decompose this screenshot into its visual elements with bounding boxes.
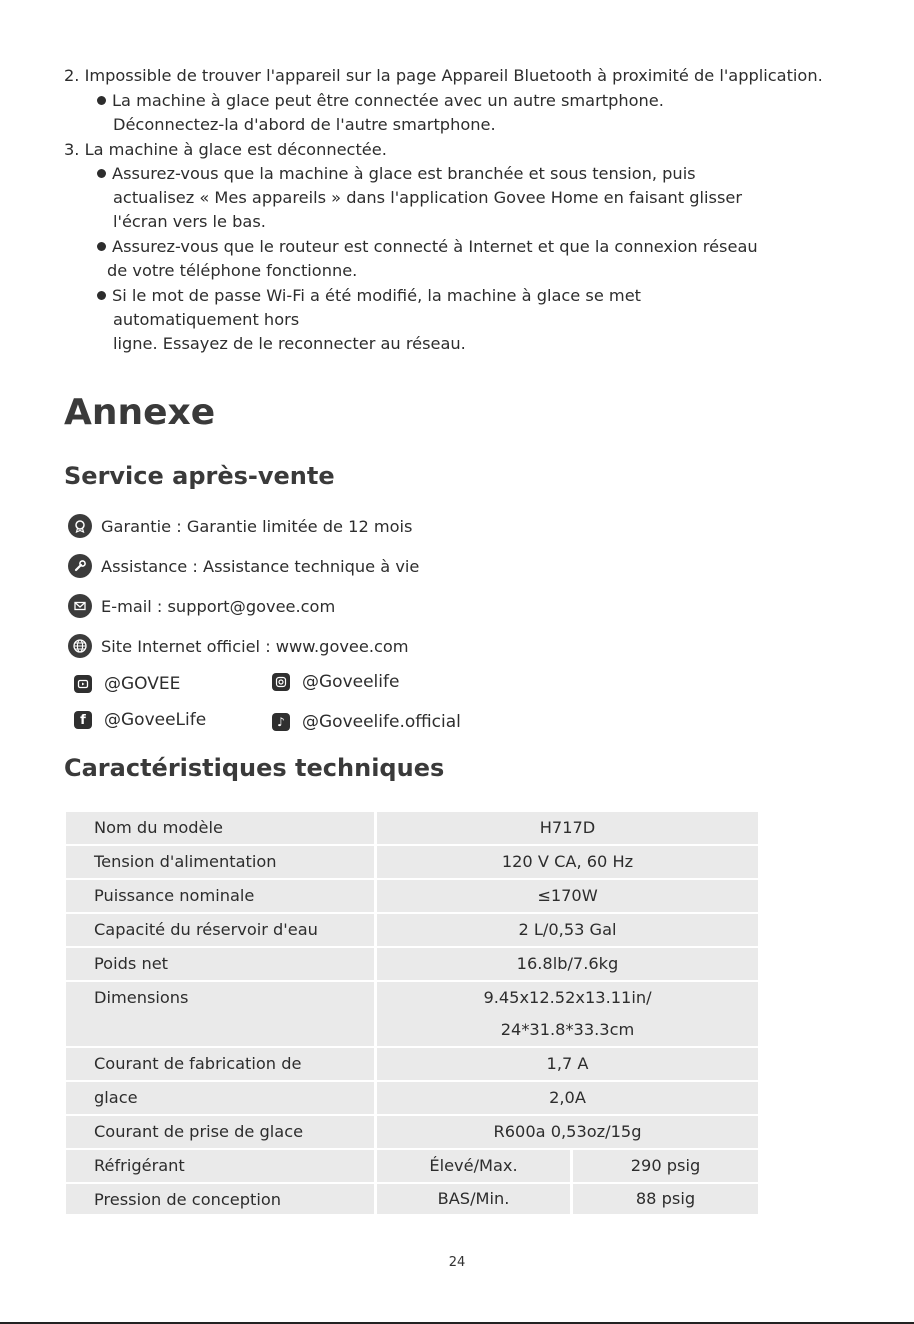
- item2-bullet1-line1: La machine à glace peut être connectée avec un autre smartphone.: [112, 91, 664, 110]
- service-email-text[interactable]: E-mail : support@govee.com: [101, 596, 336, 616]
- spec-label-pressure: Pression de conception: [66, 1184, 374, 1214]
- item3-bullet1-line2: actualisez « Mes appareils » dans l'application Govee Home en faisant glisser: [113, 188, 742, 207]
- bullet-dot: [97, 242, 106, 251]
- bullet-dot: [97, 291, 106, 300]
- facebook-handle: @GoveeLife: [104, 710, 207, 730]
- item3-bullet1: [97, 164, 696, 184]
- spec-value-voltage: 120 V CA, 60 Hz: [377, 846, 758, 878]
- youtube-handle: @GOVEE: [104, 674, 181, 694]
- page-number: 24: [448, 1255, 466, 1270]
- youtube-icon: [74, 675, 92, 693]
- mail-icon: [68, 594, 92, 618]
- spec-label-ice-harvest: Courant de prise de glace: [66, 1116, 374, 1148]
- service-assistance-text: Assistance : Assistance technique à vie: [101, 556, 420, 576]
- instagram-handle: @Goveelife: [302, 672, 400, 692]
- facebook-icon: f: [74, 711, 92, 729]
- bullet-dot: [97, 169, 106, 178]
- social-youtube[interactable]: [74, 672, 180, 696]
- item3-heading: 3. La machine à glace est déconnectée.: [64, 140, 387, 159]
- spec-label-weight: Poids net: [66, 948, 374, 980]
- item3-bullet1-line1: Assurez-vous que la machine à glace est branchée et sous tension, puis: [112, 164, 696, 183]
- item3-bullet3-line1: Si le mot de passe Wi-Fi a été modifié, la machine à glace se met: [112, 286, 642, 305]
- annex-title: Annexe: [64, 392, 216, 433]
- spec-pressure-low-value: 88 psig: [573, 1184, 758, 1214]
- spec-label-power: Puissance nominale: [66, 880, 374, 912]
- item3-bullet3-line3: ligne. Essayez de le reconnecter au réseau.: [113, 334, 466, 353]
- service-title: Service après-vente: [64, 462, 335, 490]
- spec-pressure-high-label: Élevé/Max.: [377, 1150, 570, 1182]
- spec-value-dimensions-in: 9.45x12.52x13.11in/: [483, 988, 652, 1007]
- spec-value-model: H717D: [377, 812, 758, 844]
- spec-value-dimensions-cm: 24*31.8*33.3cm: [500, 1020, 635, 1039]
- spec-label-model: Nom du modèle: [66, 812, 374, 844]
- spec-label-refrigerant: Réfrigérant: [66, 1150, 374, 1182]
- item3-bullet2: [97, 237, 758, 257]
- spec-value-dimensions: [377, 982, 758, 1046]
- service-website: [68, 634, 409, 658]
- bullet-dot: [97, 96, 106, 105]
- service-warranty-text: Garantie : Garantie limitée de 12 mois: [101, 516, 413, 536]
- spec-pressure-low-label: BAS/Min.: [377, 1184, 570, 1214]
- spec-label-dimensions: Dimensions: [66, 982, 374, 1046]
- spec-label-capacity: Capacité du réservoir d'eau: [66, 914, 374, 946]
- service-website-text[interactable]: Site Internet officiel : www.govee.com: [101, 636, 409, 656]
- item2-heading: 2. Impossible de trouver l'appareil sur la page Appareil Bluetooth à proximité de l'application.: [64, 66, 823, 85]
- spec-value-power: ≤170W: [377, 880, 758, 912]
- spec-label-ice-current-2: glace: [66, 1082, 374, 1114]
- spec-label-voltage: Tension d'alimentation: [66, 846, 374, 878]
- item3-bullet2-line2: de votre téléphone fonctionne.: [107, 261, 358, 280]
- social-facebook[interactable]: [74, 708, 206, 732]
- spec-value-weight: 16.8lb/7.6kg: [377, 948, 758, 980]
- item3-bullet1-line3: l'écran vers le bas.: [113, 212, 266, 231]
- specs-title: Caractéristiques techniques: [64, 754, 445, 782]
- warranty-icon: [68, 514, 92, 538]
- spec-pressure-high-value: 290 psig: [573, 1150, 758, 1182]
- item3-bullet3: [97, 286, 641, 306]
- spec-value-refrigerant: R600a 0,53oz/15g: [377, 1116, 758, 1148]
- service-assistance: [68, 554, 419, 578]
- service-warranty: [68, 514, 413, 538]
- wrench-icon: [68, 554, 92, 578]
- item2-bullet1: [97, 91, 664, 111]
- item2-bullet1-line2: Déconnectez-la d'abord de l'autre smartphone.: [113, 115, 496, 134]
- instagram-icon: [272, 673, 290, 691]
- tiktok-handle: @Goveelife.official: [302, 712, 461, 732]
- item3-bullet2-line1: Assurez-vous que le routeur est connecté à Internet et que la connexion réseau: [112, 237, 758, 256]
- social-instagram[interactable]: [272, 670, 399, 694]
- social-tiktok[interactable]: [272, 710, 461, 734]
- service-email: [68, 594, 335, 618]
- spec-value-ice-current-1: 1,7 A: [377, 1048, 758, 1080]
- tiktok-icon: ♪: [272, 713, 290, 731]
- spec-label-ice-current-1: Courant de fabrication de: [66, 1048, 374, 1080]
- spec-value-capacity: 2 L/0,53 Gal: [377, 914, 758, 946]
- globe-icon: [68, 634, 92, 658]
- spec-value-ice-current-2: 2,0A: [377, 1082, 758, 1114]
- item3-bullet3-line2: automatiquement hors: [113, 310, 300, 329]
